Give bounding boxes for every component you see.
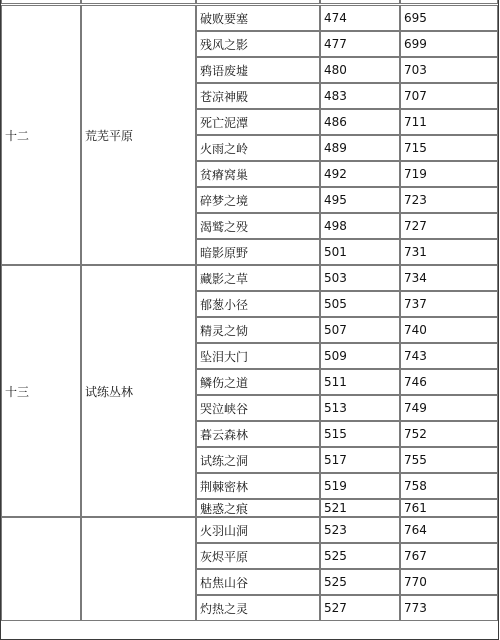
level-min-cell: 517	[320, 447, 400, 473]
map-name-cell: 暮云森林	[196, 421, 320, 447]
level-min-cell: 521	[320, 499, 400, 517]
level-min-cell: 486	[320, 109, 400, 135]
level-min-cell: 498	[320, 213, 400, 239]
map-name-cell: 苍凉神殿	[196, 83, 320, 109]
level-min-cell: 507	[320, 317, 400, 343]
level-min-cell: 489	[320, 135, 400, 161]
level-max-cell: 743	[400, 343, 498, 369]
map-name-cell: 渴鹫之殁	[196, 213, 320, 239]
level-min-cell: 513	[320, 395, 400, 421]
map-name-cell: 枯焦山谷	[196, 569, 320, 595]
map-name-cell: 火羽山洞	[196, 517, 320, 543]
level-min-cell: 509	[320, 343, 400, 369]
level-max-cell: 719	[400, 161, 498, 187]
map-name-cell: 精灵之恸	[196, 317, 320, 343]
level-min-cell: 511	[320, 369, 400, 395]
map-name-cell: 死亡泥潭	[196, 109, 320, 135]
level-max-cell: 767	[400, 543, 498, 569]
level-max-cell: 773	[400, 595, 498, 621]
level-min-cell: 501	[320, 239, 400, 265]
chapter-cell: 十二	[1, 5, 81, 265]
level-max-cell: 731	[400, 239, 498, 265]
level-max-cell: 699	[400, 31, 498, 57]
map-name-cell: 郁葱小径	[196, 291, 320, 317]
level-max-cell: 737	[400, 291, 498, 317]
level-min-cell: 519	[320, 473, 400, 499]
level-max-cell: 727	[400, 213, 498, 239]
level-min-cell: 483	[320, 83, 400, 109]
map-name-cell: 碎梦之境	[196, 187, 320, 213]
map-name-cell: 魅惑之痕	[196, 499, 320, 517]
level-max-cell: 758	[400, 473, 498, 499]
level-max-cell: 734	[400, 265, 498, 291]
level-max-cell: 715	[400, 135, 498, 161]
level-max-cell: 770	[400, 569, 498, 595]
map-name-cell: 灰烬平原	[196, 543, 320, 569]
level-min-cell: 525	[320, 543, 400, 569]
level-max-cell: 695	[400, 5, 498, 31]
level-min-cell: 503	[320, 265, 400, 291]
level-min-cell: 515	[320, 421, 400, 447]
level-min-cell: 474	[320, 5, 400, 31]
map-name-cell: 火雨之岭	[196, 135, 320, 161]
map-name-cell: 鳞伤之道	[196, 369, 320, 395]
map-name-cell: 哭泣峡谷	[196, 395, 320, 421]
map-name-cell: 灼热之灵	[196, 595, 320, 621]
level-max-cell: 755	[400, 447, 498, 473]
map-name-cell: 藏影之草	[196, 265, 320, 291]
level-min-cell: 523	[320, 517, 400, 543]
map-name-cell: 暗影原野	[196, 239, 320, 265]
map-name-cell: 坠泪大门	[196, 343, 320, 369]
map-name-cell: 鸦语废墟	[196, 57, 320, 83]
level-max-cell: 752	[400, 421, 498, 447]
level-max-cell: 723	[400, 187, 498, 213]
map-name-cell: 试练之洞	[196, 447, 320, 473]
level-max-cell: 703	[400, 57, 498, 83]
level-min-cell: 527	[320, 595, 400, 621]
map-name-cell: 破败要塞	[196, 5, 320, 31]
level-max-cell: 707	[400, 83, 498, 109]
map-name-cell: 荆棘密林	[196, 473, 320, 499]
level-max-cell: 746	[400, 369, 498, 395]
level-max-cell: 761	[400, 499, 498, 517]
level-min-cell: 525	[320, 569, 400, 595]
level-max-cell: 711	[400, 109, 498, 135]
chapter-cell: 十三	[1, 265, 81, 517]
map-name-cell: 残风之影	[196, 31, 320, 57]
region-cell: 试练丛林	[81, 265, 196, 517]
level-max-cell: 749	[400, 395, 498, 421]
level-min-cell: 495	[320, 187, 400, 213]
level-max-cell: 740	[400, 317, 498, 343]
level-min-cell: 480	[320, 57, 400, 83]
level-max-cell: 764	[400, 517, 498, 543]
map-name-cell: 贫瘠窝巢	[196, 161, 320, 187]
level-min-cell: 505	[320, 291, 400, 317]
region-cell: 荒芜平原	[81, 5, 196, 265]
level-min-cell: 492	[320, 161, 400, 187]
level-min-cell: 477	[320, 31, 400, 57]
